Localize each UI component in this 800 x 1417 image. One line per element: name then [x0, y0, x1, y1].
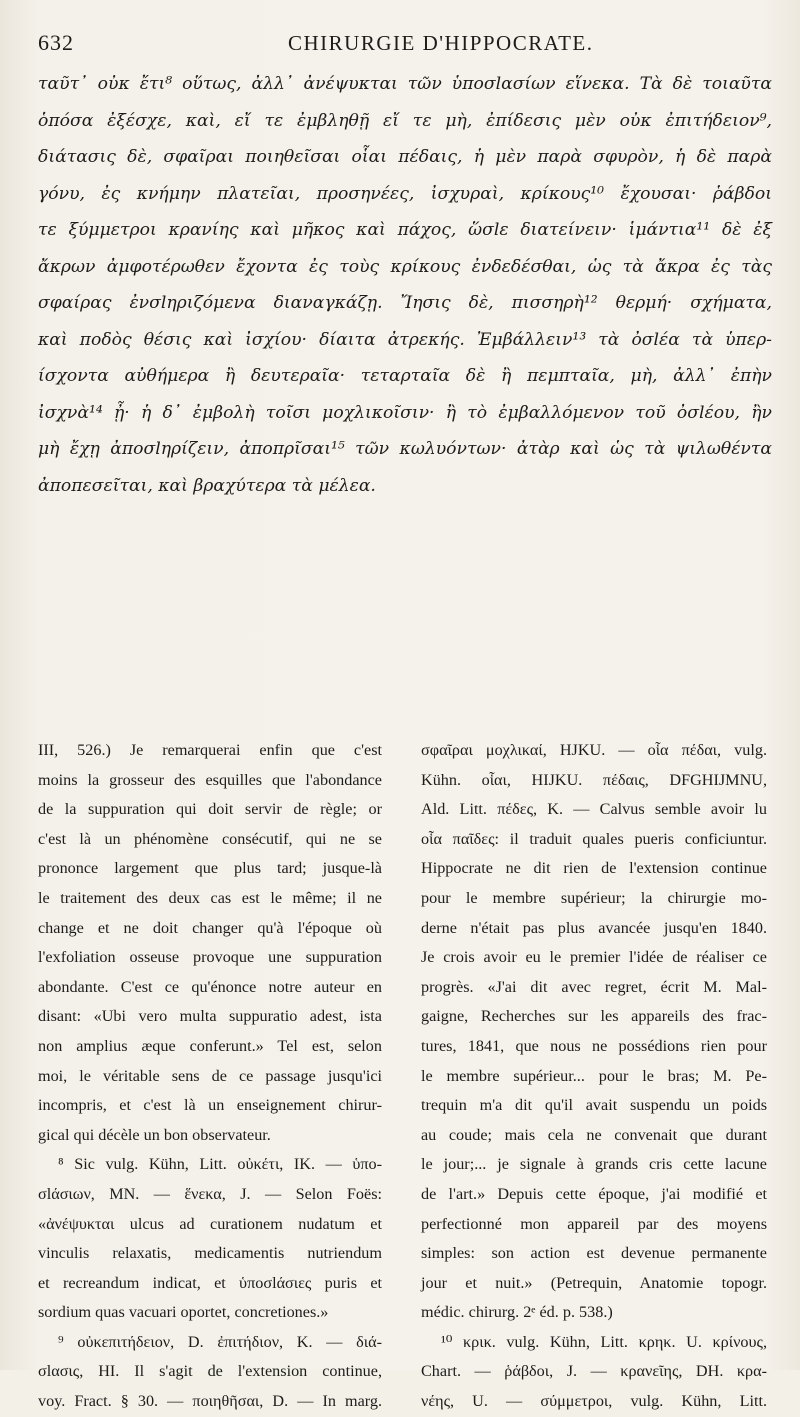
page-number: 632 [38, 30, 74, 55]
note-line: simples: son action est devenue permanente [421, 1244, 767, 1263]
greek-line: σφαίρας ἐνσlηριζόμενα διαναγκάζῃ. Ἴησις δὲ, πισσηρὴ¹² θερμή· σχήματα, [38, 293, 772, 313]
greek-line: καὶ ποδὸς θέσις καὶ ἰσχίου· δίαιτα ἀτρεκής. Ἐμβάλλειν¹³ τὰ ὀσlέα τὰ ὑπερ- [38, 329, 772, 350]
note-line: jour et nuit.» (Petrequin, Anatomie topogr. [421, 1273, 767, 1292]
note-line: incompris, et c'est là un enseignement chirur- [38, 1096, 382, 1115]
note-line: perfectionné mon appareil par des moyens [421, 1214, 767, 1233]
note-line: σφαῖραι μοχλικαί, HJKU. — οἷα πέδαι, vulg. [421, 741, 767, 759]
footnote-line: Chart. — ῥάβδοι, J. — κρανεῖης, DH. κρα- [421, 1362, 767, 1381]
note-line: tures, 1841, que nous ne possédions rien pour [421, 1036, 767, 1055]
note-line: Kühn. οἷαι, HIJKU. πέδαις, DFGHIJMNU, [421, 770, 767, 789]
note-line: Hippocrate ne dit rien de l'extension continue [421, 859, 767, 878]
footnote-line: ⁹ οὐκεπιτήδειον, D. ἐπιτήδιον, K. — διά- [58, 1332, 382, 1351]
note-line: médic. chirurg. 2ᵉ éd. p. 538.) [421, 1303, 613, 1322]
note-line: non amplius æque conferunt.» Tel est, selon [38, 1036, 382, 1055]
footnote-line: voy. Fract. § 30. — ποιηθῆσαι, D. — In marg. [38, 1392, 382, 1411]
note-line: le membre supérieur... pour le bras; M. Pe- [421, 1066, 767, 1085]
note-line: derne n'était pas plus avancée jusqu'en 1840. [421, 918, 767, 937]
note-line: gical qui décèle un bon observateur. [38, 1125, 271, 1144]
note-line: c'est là un phénomène consécutif, qui ne se [38, 829, 382, 848]
note-line: moins la grosseur des esquilles que l'abondance [38, 770, 382, 789]
bleed-through-text [360, 470, 760, 710]
greek-line: γόνυ, ἐς κνήμην πλατεῖαι, προσηνέες, ἰσχυραὶ, κρίκους¹⁰ ἔχουσαι· ῥάβδοι [38, 183, 772, 204]
footnote-line: vinculis relaxatis, medicamentis nutriendum [38, 1244, 382, 1263]
note-line: au coude; mais cela ne convenait que durant [421, 1125, 767, 1144]
greek-line: ἄκρων ἀμφοτέρωθεν ἔχοντα ἐς τοὺς κρίκους ἐνδεδέσθαι, ὡς τὰ ἄκρα ἐς τὰς [38, 256, 772, 277]
greek-line: διάτασις δὲ, σφαῖραι ποιηθεῖσαι οἷαι πέδαις, ἡ μὲν παρὰ σφυρὸν, ἡ δὲ παρὰ [38, 147, 772, 167]
greek-line: ταῦτ᾽ οὐκ ἔτι⁸ οὕτως, ἀλλ᾽ ἀνέψυκται τῶν ὑποσlασίων εἵνεκα. Τὰ δὲ τοιαῦτα [38, 74, 772, 94]
footnote-line: ¹⁰ κρικ. vulg. Kühn, Litt. κρηκ. U. κρίνους, [441, 1332, 767, 1351]
greek-line: τε ξύμμετροι κρανίης καὶ μῆκος καὶ πάχος, ὥσlε διατείνειν· ἱμάντια¹¹ δὲ ἐξ [38, 220, 772, 240]
note-line: de l'art.» Depuis cette époque, j'ai modifié et [421, 1184, 767, 1203]
note-line: moi, le véritable sens de ce passage jusqu'ici [38, 1066, 382, 1085]
note-line: disant: «Ubi vero multa suppuratio adest, ista [38, 1007, 382, 1026]
greek-line: ίσχοντα αὐθήμερα ἢ δευτεραῖα· τεταρταῖα δὲ ἢ πεμπταῖα, μὴ, ἀλλ᾽ ἐπὴν [38, 366, 772, 386]
note-line: gaigne, Recherches sur les appareils des frac- [421, 1007, 767, 1026]
note-line: Ald. Litt. πέδες, K. — Calvus semble avoir lu [421, 800, 767, 819]
footnote-line: sordium quas vacuari oportet, concretiones.» [38, 1303, 329, 1322]
note-line: l'exfoliation osseuse provoque une suppuration [38, 948, 382, 967]
note-line: Je crois avoir eu le premier l'idée de réaliser ce [421, 948, 767, 967]
page-header [38, 30, 772, 66]
note-line: le jour;... je signale à grands cris cette lacune [421, 1155, 767, 1174]
note-line: prononce largement que plus tard; jusque-là [38, 859, 382, 878]
greek-line: ὁπόσα ἐξέσχε, καὶ, εἴ τε ἐμβληθῇ εἴ τε μὴ, ἐπίδεσις μὲν οὐκ ἐπιτήδειον⁹, [38, 110, 772, 131]
running-title: CHIRURGIE D'HIPPOCRATE. [288, 31, 594, 55]
footnote-line: σlασις, HI. Il s'agit de l'extension continue, [38, 1362, 382, 1381]
footnote-line: et recreandum indicat, et ὑποσlάσιες puris et [38, 1273, 382, 1292]
note-line: change et ne doit changer qu'à l'époque où [38, 918, 382, 937]
footnote-line: σlάσιων, MN. — ἕνεκα, J. — Selon Foës: [38, 1184, 382, 1203]
greek-line: μὴ ἔχῃ ἀποσlηρίζειν, ἀποπρῖσαι¹⁵ τῶν κωλυόντων· ἀτὰρ καὶ ὡς τὰ ψιλωθέντα [38, 439, 772, 459]
greek-line: ἀποπεσεῖται, καὶ βραχύτερα τὰ μέλεα. [38, 475, 376, 496]
note-line: progrès. «J'ai dit avec regret, écrit M. Mal- [421, 977, 767, 996]
note-line: trequin m'a dit qu'il avait suspendu un poids [421, 1096, 767, 1115]
greek-text-block [38, 66, 772, 504]
note-line: οἷα παῖδες: il traduit quales pueris conficiuntur. [421, 829, 767, 848]
footnote-line: «ἀνέψυκται ulcus ad curationem nudatum et [38, 1214, 382, 1233]
footnote-line: νέης, U. — σύμμετροι, vulg. Kühn, Litt. [421, 1392, 767, 1411]
note-line: le traitement des deux cas est le même; il ne [38, 888, 382, 907]
notes-right-column [421, 736, 767, 1417]
note-line: III, 526.) Je remarquerai enfin que c'est [38, 741, 382, 759]
note-line: pour le membre supérieur; la chirurgie mo- [421, 888, 767, 907]
notes-left-column [38, 736, 382, 1417]
greek-line: ἰσχνὰ¹⁴ ᾖ· ἡ δ᾽ ἐμβολὴ τοῖσι μοχλικοῖσιν· ἢ τὸ ἐμβαλλόμενον τοῦ ὀσlέου, ἢν [38, 402, 772, 423]
footnote-line: ⁸ Sic vulg. Kühn, Litt. οὐκέτι, IK. — ὑπο- [58, 1155, 382, 1174]
note-line: abondante. C'est ce qu'énonce notre auteur en [38, 977, 382, 996]
note-line: de la suppuration qui doit servir de règle; or [38, 800, 382, 819]
